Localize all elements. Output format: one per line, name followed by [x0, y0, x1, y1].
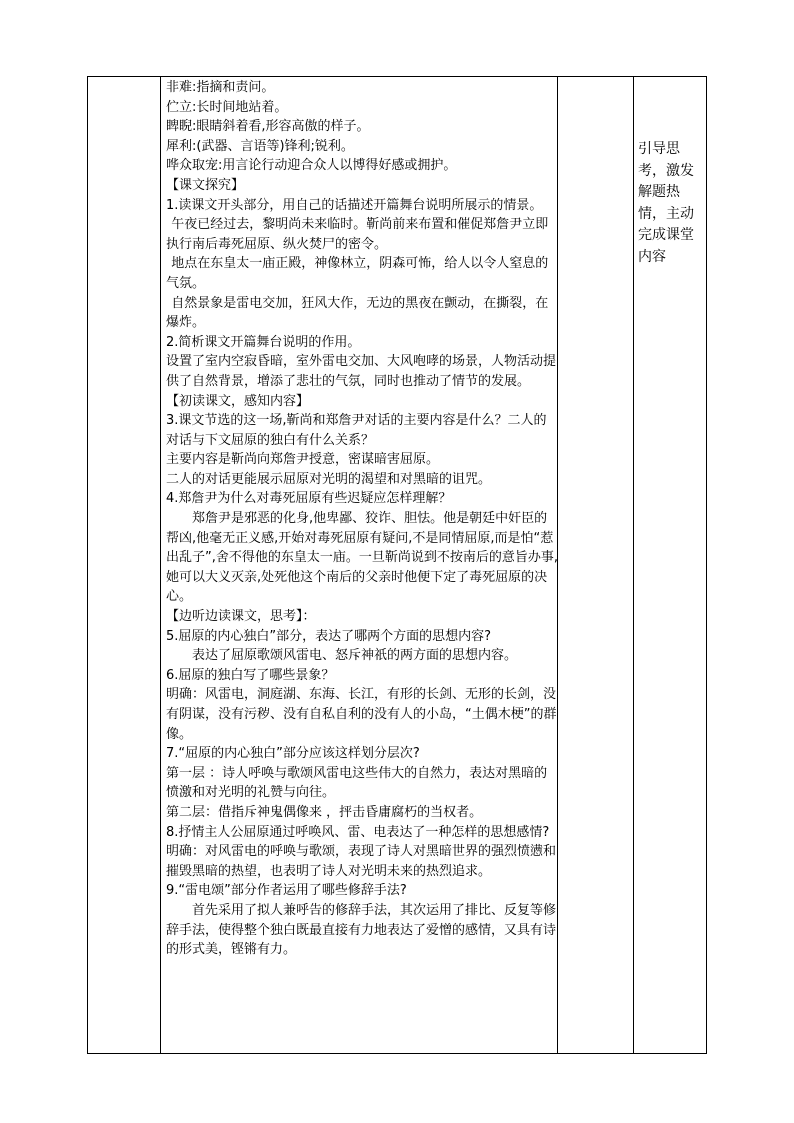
vocab-line: 哗众取宠:用言论行动迎合众人以博得好感或拥护。: [166, 158, 457, 174]
question: 4.郑詹尹为什么对毒死屈原有些迟疑应怎样理解？: [166, 491, 452, 507]
answer: 明确：风雷电，洞庭湖、东海、长江，有形的长剑、无形的长剑，没有阴谋，没有污秽、没有自私自利的没有人的小岛，“土偶木梗”的群像。: [166, 687, 557, 742]
vocab-line: 睥睨:眼睛斜着看,形容高傲的样子。: [166, 119, 370, 135]
answer: 第二层：借指斥神鬼偶像来 ，抨击昏庸腐朽的当权者。: [166, 804, 483, 820]
answer: 明确：对风雷电的呼唤与歌颂，表现了诗人对黑暗世界的强烈愤懑和摧毁黑暗的热望，也表明了诗人对光明未来的热烈追求。: [166, 844, 557, 879]
section-heading: 【初读课文，感知内容】: [166, 393, 310, 409]
answer: 表达了屈原歌颂风雷电、怒斥神祇的两方面的思想内容。: [192, 648, 518, 664]
question: 1.读课文开头部分，用自己的话描述开篇舞台说明所展示的情景。: [166, 197, 543, 213]
answer: 第一层 ：诗人呼唤与歌颂风雷电这些伟大的自然力，表达对黑暗的愤激和对光明的礼赞与向往。: [166, 765, 548, 801]
question: 2.简析课文开篇舞台说明的作用。: [166, 334, 361, 350]
section-heading: 【课文探究】: [166, 177, 245, 193]
answer: 郑詹尹是邪恶的化身,他卑鄙、狡诈、胆怯。他是朝廷中奸臣的帮凶,他毫无正义感,开始对毒死屈原有疑问,不是同情屈原,而是怕“惹出乱子”,舍不得他的东皇太一庙。一旦靳尚说到不按南后的意旨办事,她可以大义灭亲,处死他这个南后的父亲时他便下定了毒死屈原的决心。: [166, 511, 558, 605]
side-note: 引导思考，激发解题热情，主动完成课堂内容: [638, 141, 694, 265]
column-divider: [160, 77, 161, 1053]
answer: 主要内容是靳尚向郑詹尹授意，密谋暗害屈原。: [166, 452, 440, 468]
question: 8.抒情主人公屈原通过呼唤风、雷、电表达了一种怎样的思想感情?: [166, 824, 550, 840]
question: 3.课文节选的这一场,靳尚和郑詹尹对话的主要内容是什么？二人的对话与下文屈原的独白有什么关系？: [166, 413, 547, 448]
answer: 地点在东皇太一庙正殿，神像林立，阴森可怖，给人以令人窒息的气氛。: [166, 256, 549, 291]
question: 6.屈原的独白写了哪些景象？: [166, 667, 335, 683]
answer: 自然景象是雷电交加，狂风大作，无边的黑夜在颤动，在撕裂，在爆炸。: [166, 295, 549, 331]
vocab-line: 非难:指摘和责问。: [166, 80, 275, 95]
question: 5.屈原的内心独白”部分，表达了哪两个方面的思想内容?: [166, 628, 492, 644]
lesson-content: [166, 78, 558, 960]
question: 7.“屈原的内心独白”部分应该这样划分层次?: [166, 746, 420, 762]
vocab-line: 伫立:长时间地站着。: [166, 99, 288, 115]
vocab-line: 犀利:(武器、言语等)锋利;锐利。: [166, 138, 354, 154]
answer: 二人的对话更能展示屈原对光明的渴望和对黑暗的诅咒。: [166, 471, 492, 487]
answer: 午夜已经过去，黎明尚未来临时。靳尚前来布置和催促郑詹尹立即执行南后毒死屈原、纵火焚尸的密令。: [166, 217, 549, 252]
column-divider: [633, 77, 634, 1053]
question: 9.“雷电颂”部分作者运用了哪些修辞手法?: [166, 883, 407, 899]
answer: 首先采用了拟人兼呼告的修辞手法，其次运用了排比、反复等修辞手法，使得整个独白既最直接有力地表达了爱憎的感情，又具有诗的形式美，铿锵有力。: [166, 902, 557, 958]
section-heading: 【边听边读课文，思考】：: [166, 609, 316, 625]
answer: 设置了室内空寂昏暗，室外雷电交加、大风咆哮的场景，人物活动提供了自然背景，增添了悲壮的气氛，同时也推动了情节的发展。: [166, 354, 557, 389]
